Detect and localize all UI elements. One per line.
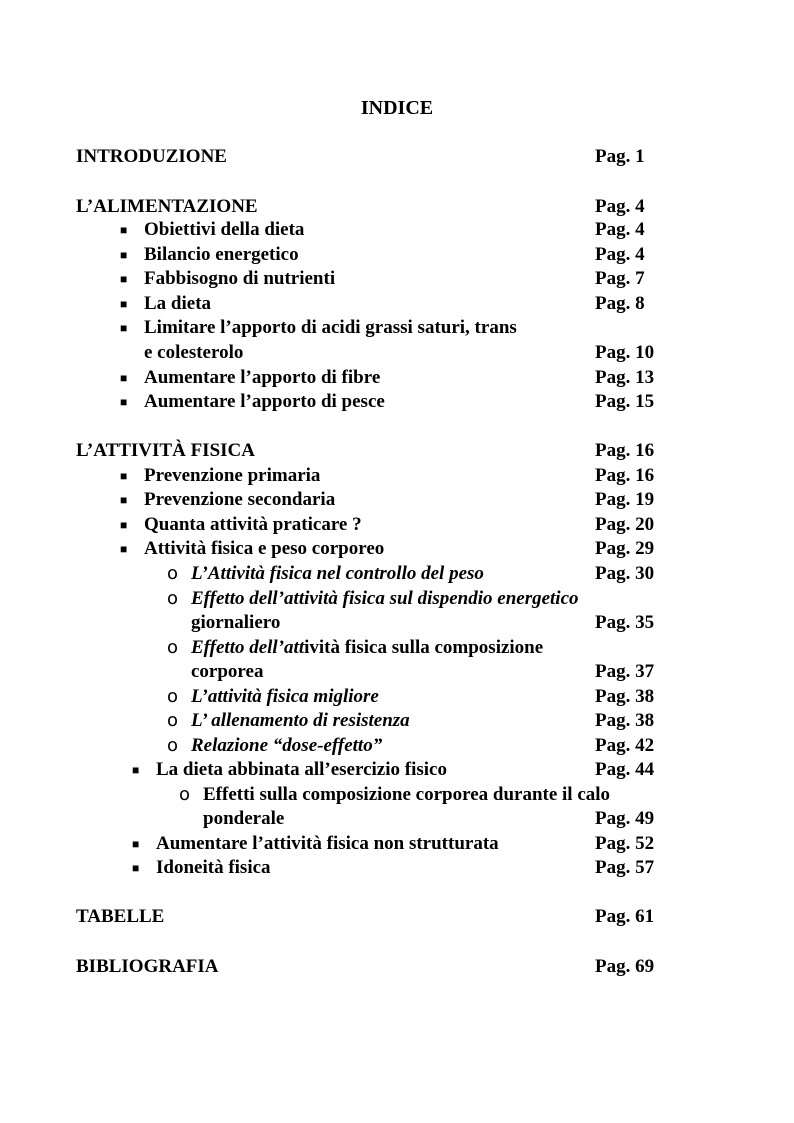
toc-item: Aumentare l’attività fisica non strutturata	[156, 833, 499, 854]
toc-subitem: L’Attività fisica nel controllo del peso	[191, 563, 484, 584]
toc-section-alimentazione: L’ALIMENTAZIONE	[76, 196, 258, 217]
bullet-icon: ■	[120, 297, 128, 311]
toc-subitem-page: Pag. 35	[595, 612, 655, 633]
bullet-icon: ■	[120, 469, 128, 483]
toc-item: Aumentare l’apporto di pesce	[144, 391, 385, 412]
toc-section-tabelle: TABELLE	[76, 906, 165, 927]
toc-section-attivita: L’ATTIVITÀ FISICA	[76, 440, 255, 461]
toc-item: Prevenzione secondaria	[144, 489, 336, 510]
toc-item: La dieta	[144, 293, 212, 314]
toc-item: La dieta abbinata all’esercizio fisico	[156, 759, 447, 780]
toc-item-page: Pag. 52	[595, 833, 655, 854]
toc-item: Quanta attività praticare ?	[144, 514, 362, 535]
toc-item-page: Pag. 8	[595, 293, 645, 314]
toc-item: Bilancio energetico	[144, 244, 299, 265]
toc-item: Aumentare l’apporto di fibre	[144, 367, 381, 388]
toc-page-bibliografia: Pag. 69	[595, 956, 655, 977]
toc-subitem: L’ allenamento di resistenza	[191, 710, 410, 731]
bullet-icon: ■	[120, 223, 128, 237]
bullet-icon: ■	[132, 837, 140, 851]
bullet-icon: ■	[132, 861, 140, 875]
toc-subitem-page: Pag. 38	[595, 710, 655, 731]
toc-subitem-page: Pag. 42	[595, 735, 655, 756]
toc-page-introduzione: Pag. 1	[595, 146, 645, 167]
bullet-icon: ■	[120, 542, 128, 556]
bullet-icon: ■	[132, 763, 140, 777]
toc-item-page: Pag. 4	[595, 219, 645, 240]
toc-item-page: Pag. 13	[595, 367, 655, 388]
toc-subitem-page: Pag. 49	[595, 808, 655, 829]
toc-item: Attività fisica e peso corporeo	[144, 538, 385, 559]
toc-item-page: Pag. 19	[595, 489, 655, 510]
toc-subitem-page: Pag. 38	[595, 686, 655, 707]
toc-item-page: Pag. 29	[595, 538, 655, 559]
bullet-icon: ■	[120, 395, 128, 409]
toc-item-page: Pag. 44	[595, 759, 655, 780]
bullet-icon: ■	[120, 321, 128, 335]
toc-item-page: Pag. 15	[595, 391, 655, 412]
circle-bullet-icon: o	[167, 710, 179, 731]
toc-subitem-italic-part: Effetto dell’att	[191, 637, 305, 658]
toc-subitem-rest: ività fisica sulla composizione	[304, 637, 544, 658]
toc-page-attivita: Pag. 16	[595, 440, 655, 461]
toc-item-page: Pag. 16	[595, 465, 655, 486]
bullet-icon: ■	[120, 493, 128, 507]
circle-bullet-icon: o	[167, 588, 179, 609]
circle-bullet-icon: o	[167, 735, 179, 756]
toc-subitem: Effetti sulla composizione corporea durante il calo	[203, 784, 611, 805]
toc-subitem-continuation: giornaliero	[191, 612, 281, 633]
circle-bullet-icon: o	[167, 637, 179, 658]
circle-bullet-icon: o	[167, 563, 179, 584]
toc-subitem-page: Pag. 30	[595, 563, 655, 584]
toc-item-continuation: e colesterolo	[144, 342, 244, 363]
toc-subitem-continuation: corporea	[191, 661, 264, 682]
toc-section-bibliografia: BIBLIOGRAFIA	[76, 956, 219, 977]
bullet-icon: ■	[120, 371, 128, 385]
toc-subitem: Effetto dell’attività fisica sul dispendio energetico	[191, 588, 579, 609]
toc-item: Limitare l’apporto di acidi grassi saturi, trans	[144, 317, 517, 338]
toc-item: Fabbisogno di nutrienti	[144, 268, 336, 289]
bullet-icon: ■	[120, 248, 128, 262]
toc-item-page: Pag. 20	[595, 514, 655, 535]
toc-item-page: Pag. 10	[595, 342, 655, 363]
toc-item-page: Pag. 4	[595, 244, 645, 265]
circle-bullet-icon: o	[179, 784, 191, 805]
toc-subitem: L’attività fisica migliore	[191, 686, 379, 707]
toc-subitem-page: Pag. 37	[595, 661, 655, 682]
toc-page-alimentazione: Pag. 4	[595, 196, 645, 217]
toc-item-page: Pag. 7	[595, 268, 645, 289]
bullet-icon: ■	[120, 272, 128, 286]
circle-bullet-icon: o	[167, 686, 179, 707]
toc-item: Prevenzione primaria	[144, 465, 321, 486]
toc-subitem: Relazione “dose-effetto”	[191, 735, 383, 756]
page-title: INDICE	[360, 97, 434, 119]
toc-item: Obiettivi della dieta	[144, 219, 305, 240]
toc-subitem	[191, 636, 543, 660]
toc-page-tabelle: Pag. 61	[595, 906, 655, 927]
bullet-icon: ■	[120, 518, 128, 532]
toc-item-page: Pag. 57	[595, 857, 655, 878]
toc-item: Idoneità fisica	[156, 857, 271, 878]
toc-section-introduzione: INTRODUZIONE	[76, 146, 227, 167]
toc-subitem-continuation: ponderale	[203, 808, 285, 829]
